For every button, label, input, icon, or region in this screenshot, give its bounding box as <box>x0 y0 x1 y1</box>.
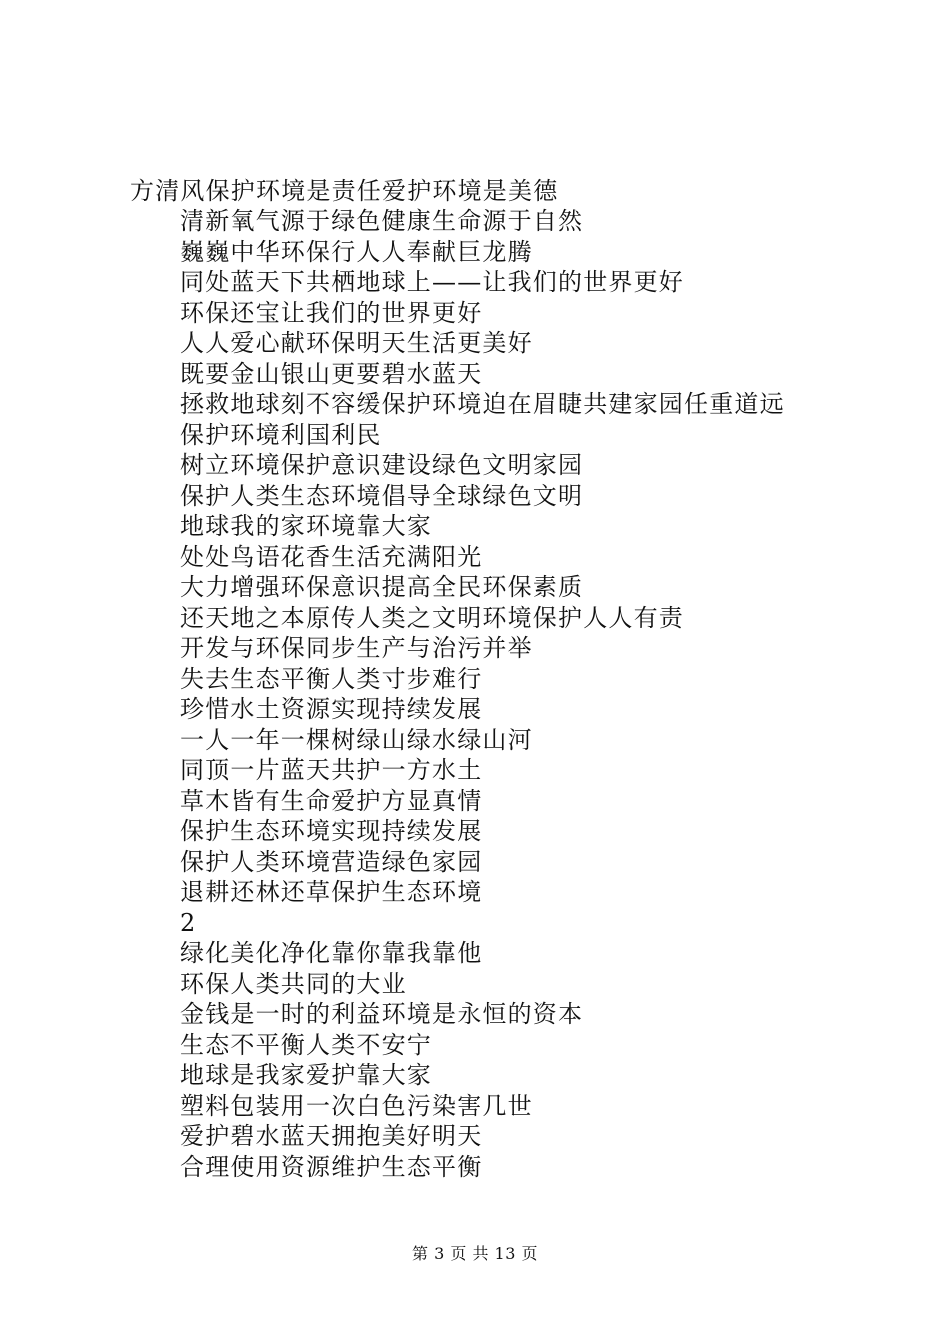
first-line: 方清风保护环境是责任爱护环境是美德 <box>130 177 559 205</box>
slogan-line: 合理使用资源维护生态平衡 <box>180 1152 483 1181</box>
slogan-line: 还天地之本原传人类之文明环境保护人人有责 <box>180 603 684 632</box>
slogan-line: 退耕还林还草保护生态环境 <box>180 878 483 906</box>
section-number: 2 <box>180 908 197 937</box>
slogan-line: 既要金山银山更要碧水蓝天 <box>180 359 483 388</box>
slogan-line: 保护环境利国利民 <box>180 420 382 449</box>
slogan-line: 地球是我家爱护靠大家 <box>180 1061 432 1089</box>
slogan-line: 地球我的家环境靠大家 <box>180 512 432 540</box>
slogan-line: 一人一年一棵树绿山绿水绿山河 <box>180 725 533 754</box>
slogan-line: 人人爱心献环保明天生活更美好 <box>180 329 533 357</box>
slogan-line: 环保人类共同的大业 <box>180 969 407 998</box>
slogan-line: 大力增强环保意识提高全民环保素质 <box>180 573 584 601</box>
slogan-line: 保护生态环境实现持续发展 <box>180 817 483 845</box>
slogan-line: 保护人类生态环境倡导全球绿色文明 <box>180 481 584 510</box>
slogan-line: 清新氧气源于绿色健康生命源于自然 <box>180 207 584 235</box>
slogan-line: 绿化美化净化靠你靠我靠他 <box>180 939 483 967</box>
page-footer: 第 3 页 共 13 页 <box>412 1244 538 1263</box>
slogan-line: 处处鸟语花香生活充满阳光 <box>180 542 483 571</box>
slogan-line: 失去生态平衡人类寸步难行 <box>180 664 483 693</box>
slogan-line: 开发与环保同步生产与治污并举 <box>180 634 533 662</box>
slogan-line: 同处蓝天下共栖地球上——让我们的世界更好 <box>180 268 684 296</box>
slogan-line: 珍惜水土资源实现持续发展 <box>180 695 483 723</box>
slogan-line: 拯救地球刻不容缓保护环境迫在眉睫共建家园任重道远 <box>180 390 785 418</box>
slogan-line: 保护人类环境营造绿色家园 <box>180 847 483 876</box>
slogan-line: 同顶一片蓝天共护一方水土 <box>180 756 483 784</box>
slogan-line: 生态不平衡人类不安宁 <box>180 1030 432 1059</box>
slogan-list <box>180 206 785 1182</box>
slogan-line: 爱护碧水蓝天拥抱美好明天 <box>180 1122 483 1150</box>
slogan-line: 树立环境保护意识建设绿色文明家园 <box>180 451 584 479</box>
slogan-line: 金钱是一时的利益环境是永恒的资本 <box>180 1000 584 1028</box>
slogan-line: 巍巍中华环保行人人奉献巨龙腾 <box>180 237 533 266</box>
slogan-line: 环保还宝让我们的世界更好 <box>180 298 483 327</box>
slogan-line: 塑料包装用一次白色污染害几世 <box>180 1091 533 1120</box>
slogan-line: 草木皆有生命爱护方显真情 <box>180 786 483 815</box>
